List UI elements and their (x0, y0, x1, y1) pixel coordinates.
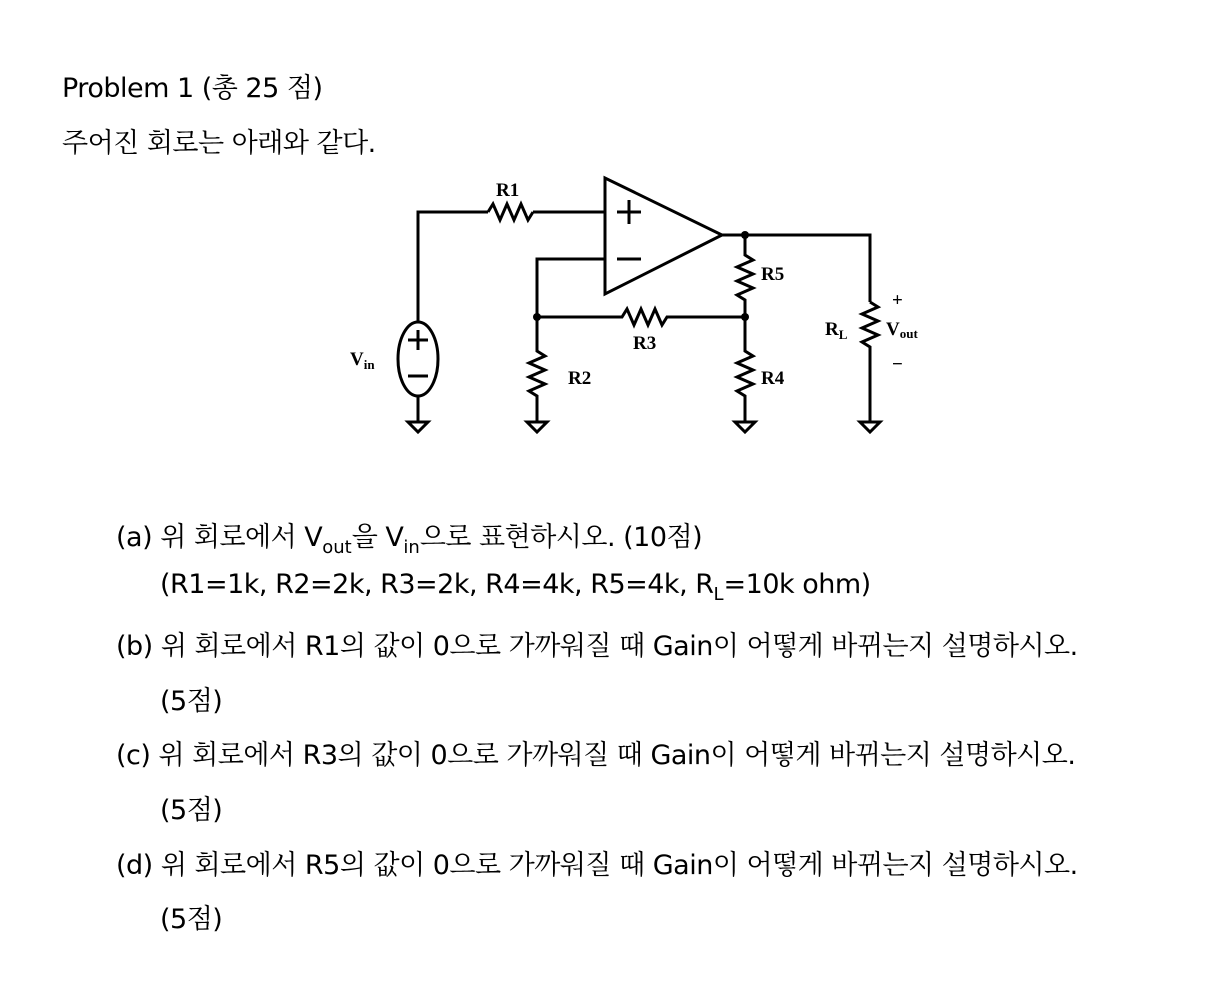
question-c-marker: (c) (116, 740, 151, 771)
problem-intro: 주어진 회로는 아래와 같다. (62, 128, 376, 159)
resistor-r4 (737, 317, 753, 416)
question-a: (a) 위 회로에서 $V_{out}$을 $V_{in}$으로 표현하시오. (10점) (116, 522, 703, 558)
ground-symbol (527, 422, 547, 432)
label-r1: R1 (496, 180, 520, 201)
label-rl: $R_L$ (825, 319, 848, 342)
circuit-diagram (330, 168, 950, 448)
label-r4: R4 (761, 368, 785, 389)
label-vout-plus: + (892, 290, 903, 311)
label-vout: Vout (886, 319, 918, 341)
label-r3: R3 (633, 333, 657, 354)
junction-dot (741, 231, 749, 239)
label-r2: R2 (568, 368, 592, 389)
opamp-triangle (605, 178, 722, 294)
question-c: (c) 위 회로에서 R3의 값이 0으로 가까워질 때 Gain이 어떻게 바뀌는지 설명하시오. (116, 740, 1076, 771)
resistor-rl (862, 302, 878, 416)
junction-dot (741, 313, 749, 321)
problem-title: Problem 1 (총 25 점) (62, 73, 323, 104)
question-d-marker: (d) (116, 850, 153, 881)
resistor-r1 (488, 204, 533, 220)
resistor-r3 (537, 309, 745, 325)
question-a-values: (R1=1k, R2=2k, R3=2k, R4=4k, R5=4k, $R_L=10k$ ohm) (160, 569, 871, 605)
ground-symbol (735, 422, 755, 432)
question-a-marker: (a) (116, 522, 153, 553)
resistor-r5 (737, 235, 753, 317)
question-d-points: (5점) (160, 904, 223, 935)
question-b-points: (5점) (160, 686, 223, 717)
wire-vin-r1 (418, 212, 488, 322)
question-b-marker: (b) (116, 631, 153, 662)
wire-inverting-input (537, 259, 605, 317)
question-b: (b) 위 회로에서 R1의 값이 0으로 가까워질 때 Gain이 어떻게 바뀌는지 설명하시오. (116, 631, 1078, 662)
resistor-r2 (529, 317, 545, 416)
junction-dot (533, 313, 541, 321)
label-r5: R5 (761, 264, 785, 285)
label-vin: $V_{in}$ (350, 349, 375, 372)
question-c-points: (5점) (160, 795, 223, 826)
ground-symbol (860, 422, 880, 432)
label-vout-minus: − (892, 354, 903, 375)
question-d: (d) 위 회로에서 R5의 값이 0으로 가까워질 때 Gain이 어떻게 바뀌는지 설명하시오. (116, 850, 1078, 881)
